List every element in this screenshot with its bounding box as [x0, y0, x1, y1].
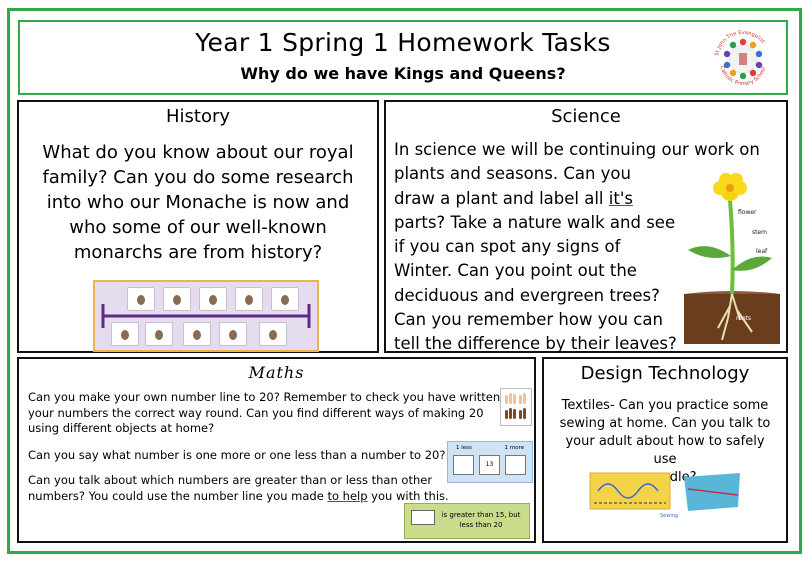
science-line: In science we will be continuing our work on [394, 140, 760, 159]
plant-label-stem: stem [752, 229, 768, 236]
history-line: What do you know about our royal [42, 142, 354, 163]
plant-label-roots: roots [736, 315, 752, 322]
maths-line: your numbers the correct way round. Can you find different ways of making 20 [28, 405, 484, 420]
school-logo [710, 26, 776, 92]
blank-box [411, 510, 435, 525]
middle-number: 13 [479, 455, 500, 475]
science-line-part: draw a plant and label all [394, 188, 609, 208]
maths-paragraph-3 [28, 473, 449, 504]
science-line: Can you remember how you can [394, 310, 663, 330]
maths-line-part: you with this. [367, 488, 449, 503]
science-line: parts? Take a nature walk and see [394, 212, 676, 232]
svg-text:St John The Evangelist: St John The Evangelist [714, 29, 766, 57]
maths-paragraph-2: Can you say what number is one more or one less than a number to 20? [28, 448, 446, 462]
history-text [29, 140, 367, 265]
page-subtitle: Why do we have Kings and Queens? [240, 64, 566, 83]
science-panel [384, 100, 788, 353]
science-line: Winter. Can you point out the [394, 261, 637, 281]
maths-line-part: numbers? You could use the number line you made [28, 488, 328, 503]
dt-line: Textiles- Can you practice some [561, 398, 769, 413]
science-line: tell the difference by their leaves? [394, 334, 677, 354]
more-label: 1 more [504, 445, 524, 451]
science-heading: Science [551, 106, 621, 127]
title-panel [18, 20, 788, 95]
maths-line [28, 489, 449, 505]
underlined-phrase: to help [327, 488, 368, 503]
less-label: 1 less [456, 445, 472, 451]
page-title: Year 1 Spring 1 Homework Tasks [195, 28, 611, 57]
plant-diagram-image [682, 170, 784, 346]
science-line: if you can spot any signs of [394, 237, 621, 257]
dt-heading: Design Technology [580, 363, 750, 384]
greater-than-card-image [404, 503, 530, 539]
history-line: family? Can you do some research [42, 167, 354, 188]
history-panel [17, 100, 379, 353]
sewing-caption: Sewing [660, 513, 679, 519]
history-heading: History [165, 106, 231, 127]
blank-box [505, 455, 526, 475]
one-more-one-less-image [447, 441, 533, 483]
blank-box [453, 455, 474, 475]
maths-heading: Maths [248, 363, 305, 382]
hands-counting-image [500, 388, 532, 426]
monarchs-timeline-image [93, 280, 319, 352]
maths-line: Can you talk about which numbers are greater than or less than other [28, 473, 433, 487]
greater-text: is greater than 15, but less than 20 [441, 511, 521, 529]
maths-line: using different objects at home? [28, 421, 215, 435]
history-line: who some of our well-known [69, 217, 327, 238]
maths-line: Can you make your own number line to 20? Remember to check you have written [28, 390, 501, 404]
science-line: deciduous and evergreen trees? [394, 285, 660, 305]
dt-line: your adult about how to safely use [565, 434, 765, 467]
underlined-word: it's [608, 188, 633, 208]
svg-text:Catholic Primary School: Catholic Primary School [718, 65, 768, 88]
plant-label-leaf: leaf [756, 248, 768, 255]
history-line: into who our Monache is now and [46, 192, 350, 213]
dt-line: sewing at home. Can you talk to [559, 416, 771, 431]
science-line: plants and seasons. Can you [394, 164, 631, 184]
history-line: monarchs are from history? [73, 242, 323, 263]
design-technology-panel [542, 357, 788, 543]
plant-label-flower: flower [738, 209, 757, 216]
maths-paragraph-1 [28, 390, 500, 437]
dt-line: needle? [645, 470, 697, 485]
sewing-image [588, 469, 748, 519]
